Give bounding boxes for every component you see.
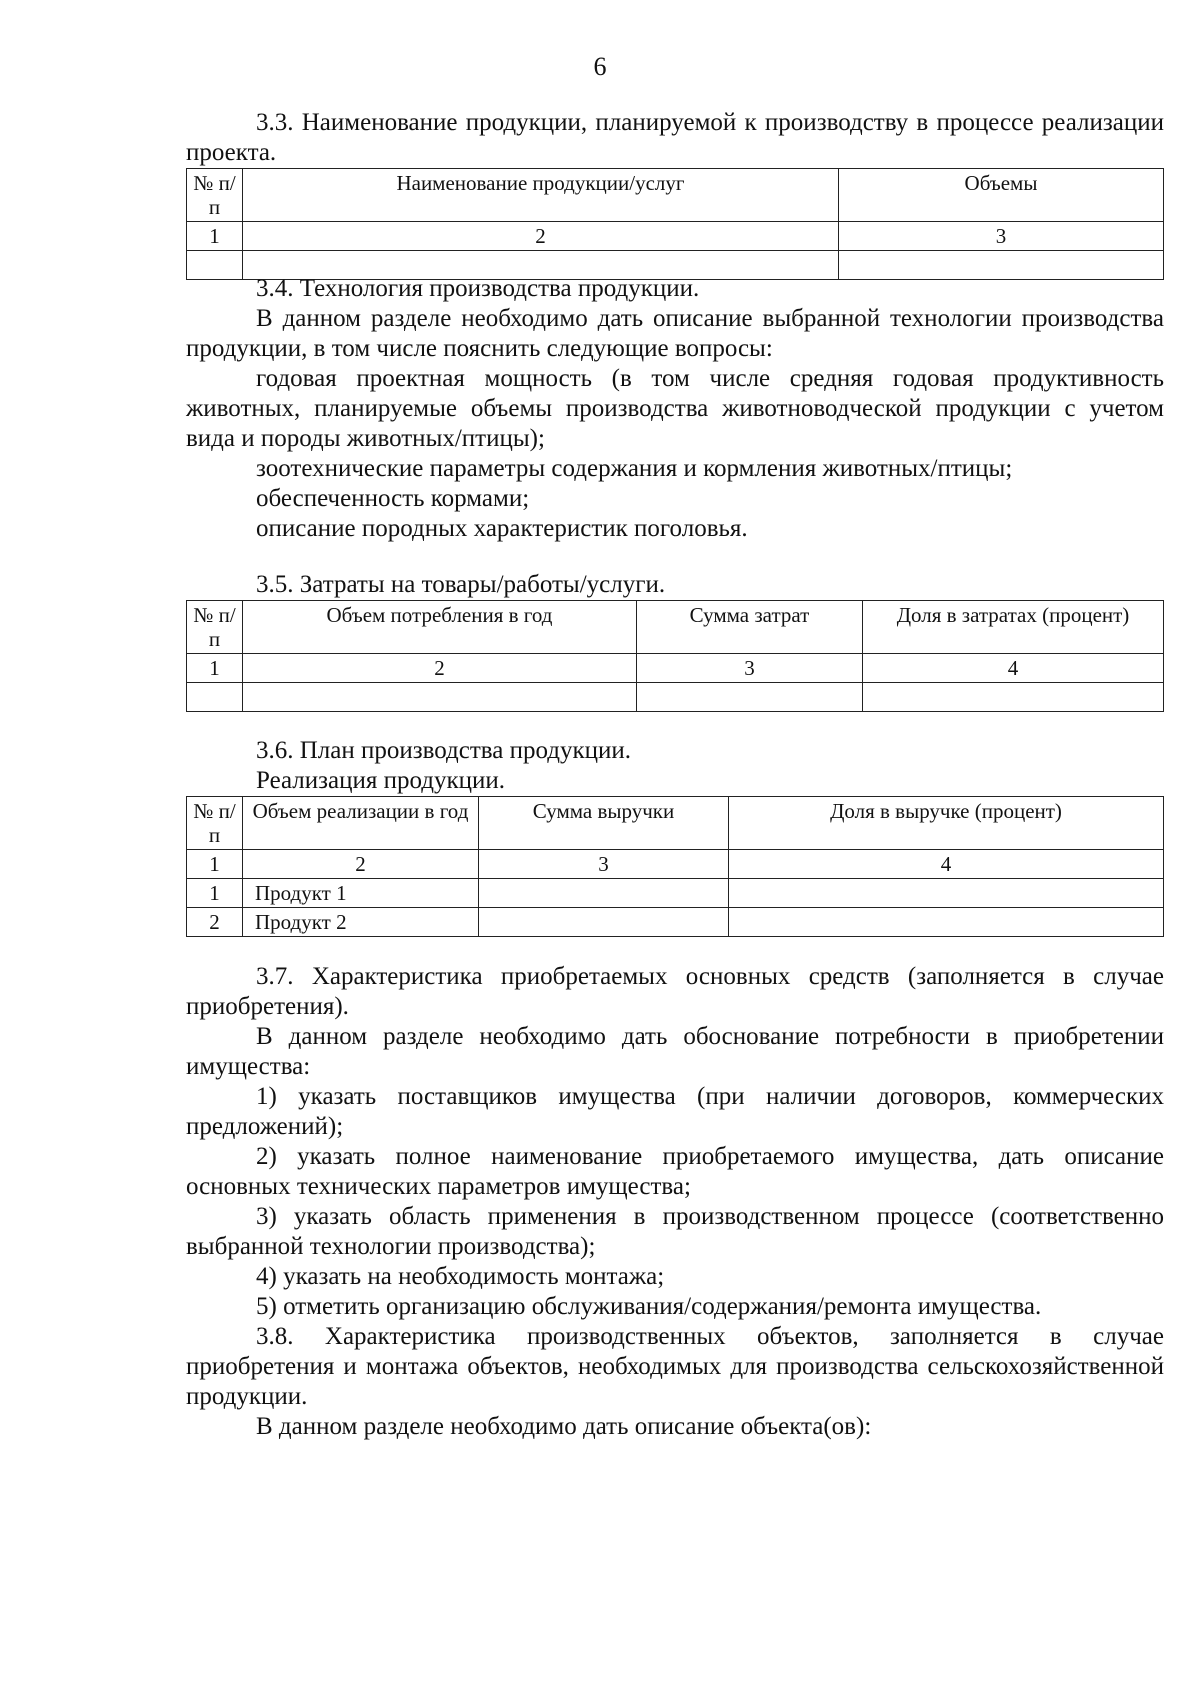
number-cell: 2	[243, 850, 479, 879]
empty-cell	[637, 683, 863, 712]
header-cell: № п/п	[187, 797, 243, 850]
empty-cell	[187, 683, 243, 712]
header-cell: № п/п	[187, 601, 243, 654]
list-item: 2) указать полное наименование приобретаемого имущества, дать описание основных технических параметров имущества;	[186, 1143, 1164, 1200]
header-cell: Сумма затрат	[637, 601, 863, 654]
number-cell: 4	[863, 654, 1164, 683]
number-cell: 2	[243, 654, 637, 683]
number-cell: 1	[187, 850, 243, 879]
section-3-3-heading: 3.3. Наименование продукции, планируемой к производству в процессе реализации проекта.	[186, 109, 1164, 166]
column-number-row	[187, 850, 1164, 879]
section-3-7-intro: В данном разделе необходимо дать обоснование потребности в приобретении имущества:	[186, 1023, 1164, 1080]
section-3-8-heading: 3.8. Характеристика производственных объектов, заполняется в случае приобретения и монтажа объектов, необходимых для производства сельскохозяйственной продукции.	[186, 1323, 1164, 1410]
number-cell: 3	[637, 654, 863, 683]
header-cell: № п/п	[187, 169, 243, 222]
section-3-4-intro: В данном разделе необходимо дать описание выбранной технологии производства продукции, в том числе пояснить следующие вопросы:	[186, 305, 1164, 362]
list-item: 1) указать поставщиков имущества (при наличии договоров, коммерческих предложений);	[186, 1083, 1164, 1140]
section-3-6	[186, 736, 1164, 796]
header-cell: Объем потребления в год	[243, 601, 637, 654]
table-header-row	[187, 797, 1164, 850]
sales-table	[186, 796, 1164, 937]
section-3-4	[186, 274, 1164, 544]
row-number: 1	[187, 879, 243, 908]
product-name: Продукт 2	[243, 908, 479, 937]
empty-cell	[479, 879, 729, 908]
row-number: 2	[187, 908, 243, 937]
section-3-5	[186, 570, 1164, 600]
header-cell: Объемы	[839, 169, 1164, 222]
section-3-8-intro: В данном разделе необходимо дать описание объекта(ов):	[256, 1413, 872, 1440]
list-item: 3) указать область применения в производственном процессе (соответственно выбранной технологии производства);	[186, 1203, 1164, 1260]
empty-row	[187, 683, 1164, 712]
list-item: 4) указать на необходимость монтажа;	[256, 1263, 665, 1290]
list-item: 5) отметить организацию обслуживания/содержания/ремонта имущества.	[256, 1293, 1042, 1320]
list-item: описание породных характеристик поголовья.	[256, 515, 748, 542]
header-cell: Наименование продукции/услуг	[243, 169, 839, 222]
number-cell: 4	[729, 850, 1164, 879]
table-header-row	[187, 169, 1164, 222]
product-name: Продукт 1	[243, 879, 479, 908]
header-cell: Доля в выручке (процент)	[729, 797, 1164, 850]
header-cell: Объем реализации в год	[243, 797, 479, 850]
header-cell: Сумма выручки	[479, 797, 729, 850]
header-cell: Доля в затратах (процент)	[863, 601, 1164, 654]
costs-table	[186, 600, 1164, 712]
section-3-5-heading: 3.5. Затраты на товары/работы/услуги.	[256, 571, 666, 598]
list-item: годовая проектная мощность (в том числе средняя годовая продуктивность животных, планируемые объемы производства животноводческой продукции с учетом вида и породы животных/птицы);	[186, 365, 1164, 452]
section-3-6-subheading: Реализация продукции.	[256, 767, 506, 794]
list-item: зоотехнические параметры содержания и кормления животных/птицы;	[256, 455, 1013, 482]
column-number-row	[187, 654, 1164, 683]
list-item: обеспеченность кормами;	[256, 485, 530, 512]
empty-cell	[729, 908, 1164, 937]
section-3-6-heading: 3.6. План производства продукции.	[256, 737, 632, 764]
number-cell: 1	[187, 222, 243, 251]
column-number-row	[187, 222, 1164, 251]
table-header-row	[187, 601, 1164, 654]
section-3-7-heading: 3.7. Характеристика приобретаемых основных средств (заполняется в случае приобретения).	[186, 963, 1164, 1020]
section-3-4-heading: 3.4. Технология производства продукции.	[256, 275, 700, 302]
number-cell: 3	[839, 222, 1164, 251]
empty-cell	[479, 908, 729, 937]
number-cell: 2	[243, 222, 839, 251]
number-cell: 1	[187, 654, 243, 683]
table-row	[187, 879, 1164, 908]
page-number: 6	[593, 52, 607, 81]
table-row	[187, 908, 1164, 937]
empty-cell	[243, 683, 637, 712]
section-3-3	[186, 108, 1164, 168]
empty-cell	[729, 879, 1164, 908]
empty-cell	[863, 683, 1164, 712]
number-cell: 3	[479, 850, 729, 879]
products-table	[186, 168, 1164, 280]
section-3-7	[186, 962, 1164, 1442]
